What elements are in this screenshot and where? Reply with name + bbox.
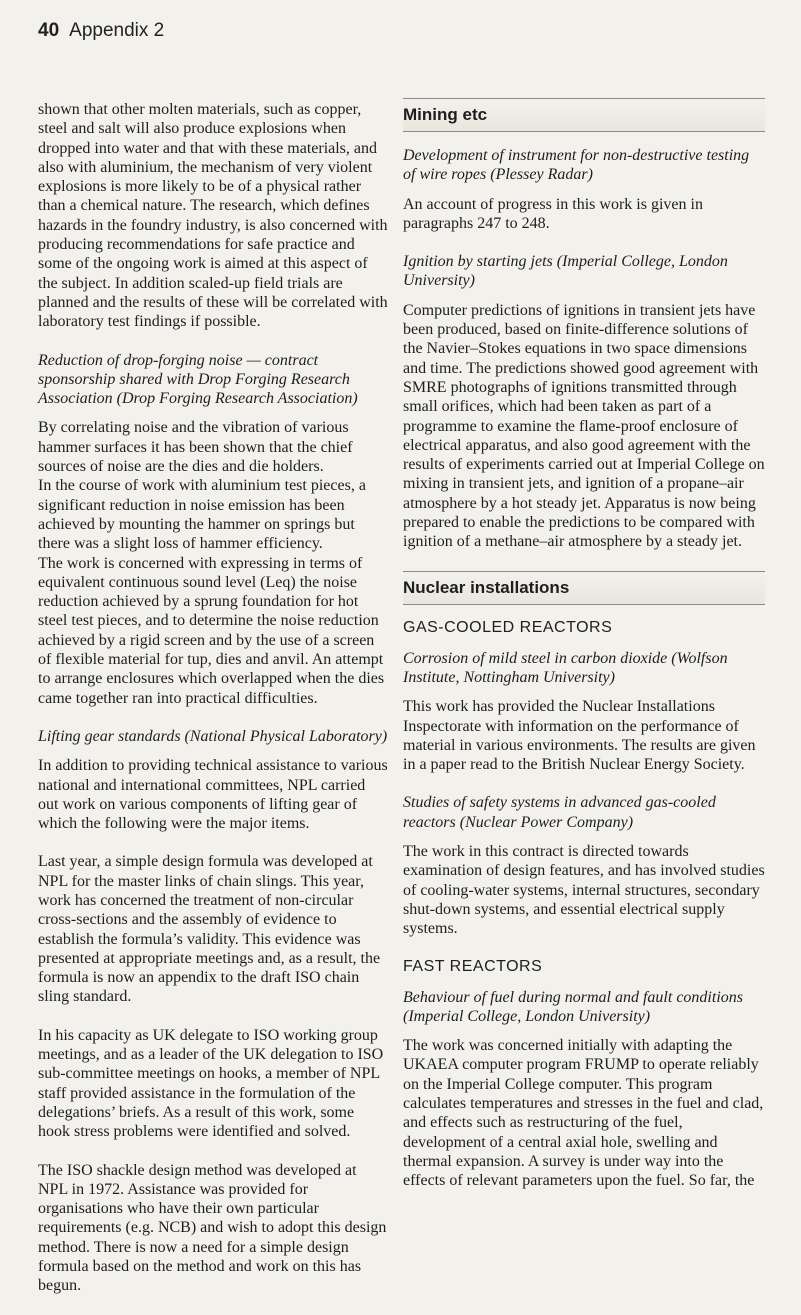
- section-heading-corrosion: Corrosion of mild steel in carbon dioxide (Wolfson Institute, Nottingham University): [403, 649, 728, 686]
- section-heading-lifting-gear: Lifting gear standards (National Physical Laboratory): [38, 727, 388, 745]
- section-band-mining: Mining etc: [403, 98, 765, 132]
- page-header: [38, 20, 164, 42]
- paragraph: In his capacity as UK delegate to ISO working group meetings, and as a leader of the UK delegation to ISO sub-committee meetings on hooks, a member of NPL staff provided assistance in the formulation of the delegations’ briefs. As a result of this work, some hook stress problems were identified and solved.: [38, 1026, 384, 1141]
- section-heading-ignition: Ignition by starting jets (Imperial College, London University): [403, 253, 728, 290]
- paragraph: Computer predictions of ignitions in transient jets have been produced, based on finite-difference solutions of the Navier–Stokes equations in two space dimensions and time. The predictions showed good agreement with SMRE photographs of ignitions transmitted through small orifices, which had been taken as part of a programme to examine the flame-proof enclosure of electrical apparatus, and also good agreement with the results of experiments carried out at Imperial College on mixing in transient jets, and ignition of a propane–air atmosphere by a hot steady jet. Apparatus is now being prepared to enable the predictions to be compared with ignition of a methane–air atmosphere by a steady jet.: [403, 301, 765, 551]
- section-heading-wire-ropes: Development of instrument for non-destructive testing of wire ropes (Plessey Radar): [403, 147, 750, 184]
- paragraph: The work was concerned initially with adapting the UKAEA computer program FRUMP to operate reliably on the Imperial College computer. This program calculates temperatures and stresses in the fuel and clad, and effects such as restructuring of the fuel, development of a central axial hole, swelling and thermal expansion. A survey is under way into the effects of relevant parameters upon the fuel. So far, the: [403, 1037, 764, 1190]
- section-band-nuclear: Nuclear installations: [403, 571, 765, 605]
- paragraph: The work in this contract is directed towards examination of design features, and has involved studies of cooling-water systems, internal structures, secondary shut-down systems, and essential electrical supply systems.: [403, 843, 765, 938]
- left-column: [38, 100, 388, 1315]
- paragraph: An account of progress in this work is given in paragraphs 247 to 248.: [403, 195, 703, 232]
- paragraph: By correlating noise and the vibration of various hammer surfaces it has been shown that the chief sources of noise are the dies and die holders.: [38, 419, 353, 476]
- paragraph: The work is concerned with expressing in terms of equivalent continuous sound level (Leq) the noise reduction achieved by a sprung foundation for hot steel test pieces, and to determine the noise reduction achieved by a rigid screen and by the use of a screen of flexible material for tup, dies and anvil. An attempt to arrange enclosures which overlapped when the dies came together ran into practical difficulties.: [38, 554, 385, 707]
- paragraph: This work has provided the Nuclear Installations Inspectorate with information on the performance of material in various environments. The results are given in a paper read to the British Nuclear Energy Society.: [403, 698, 756, 774]
- section-heading-fuel-behaviour: Behaviour of fuel during normal and fault conditions (Imperial College, London University): [403, 988, 743, 1025]
- section-heading-drop-forging: Reduction of drop-forging noise — contract sponsorship shared with Drop Forging Research Association (Drop Forging Research Association): [38, 351, 358, 408]
- paragraph: The ISO shackle design method was developed at NPL in 1972. Assistance was provided for organisations who have their own particular requirements (e.g. NCB) and wish to adopt this design method. There is now a need for a simple design formula based on the method and work on this has begun.: [38, 1161, 387, 1295]
- subsection-gas-cooled: GAS-COOLED REACTORS: [403, 618, 613, 636]
- intro-paragraph: shown that other molten materials, such as copper, steel and salt will also produce explosions when dropped into water and that with these materials, and also with aluminium, the mechanism of very violent explosions is more likely to be of a physical rather than a chemical nature. The research, which defines hazards in the foundry industry, is also concerned with producing recommendations for safe practice and some of the ongoing work is aimed at this aspect of the subject. In addition scaled-up field trials are planned and the results of these will be correlated with laboratory test findings if possible.: [38, 101, 388, 331]
- paragraph: In the course of work with aluminium test pieces, a significant reduction in noise emission has been achieved by mounting the hammer on springs but there was a slight loss of hammer efficiency.: [38, 477, 366, 553]
- subsection-fast-reactors: FAST REACTORS: [403, 957, 543, 975]
- right-column: [403, 98, 765, 1190]
- page-title: Appendix 2: [69, 20, 165, 41]
- page-number: 40: [38, 20, 60, 41]
- paragraph: Last year, a simple design formula was developed at NPL for the master links of chain slings. This year, work has concerned the treatment of non-circular cross-sections and the assembly of evidence to establish the formula’s validity. This evidence was presented at appropriate meetings and, as a result, the formula is now an appendix to the draft ISO chain sling standard.: [38, 853, 381, 1006]
- section-heading-safety-systems: Studies of safety systems in advanced gas-cooled reactors (Nuclear Power Company): [403, 794, 716, 831]
- paragraph: In addition to providing technical assistance to various national and international committees, NPL carried out work on various components of lifting gear of which the following were the major items.: [38, 757, 388, 833]
